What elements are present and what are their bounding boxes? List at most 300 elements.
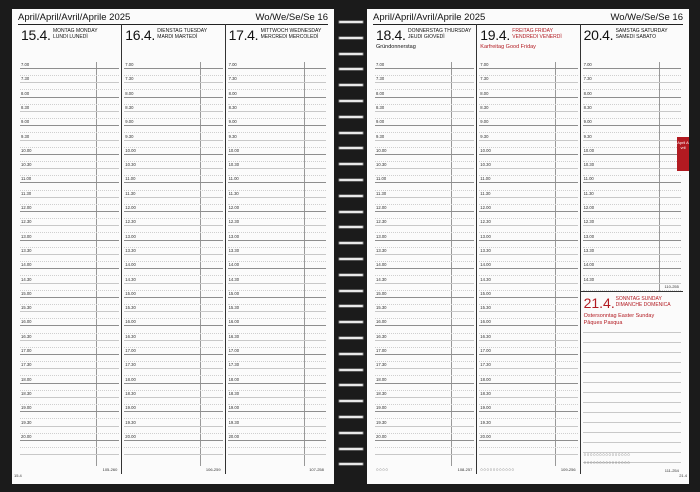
time-rule xyxy=(20,111,119,112)
time-label: 11.00 xyxy=(583,176,594,182)
spiral-ring xyxy=(338,67,364,71)
time-label: 8.30 xyxy=(376,104,385,110)
time-rule xyxy=(228,297,326,298)
time-label: 19.00 xyxy=(228,405,240,411)
quarter-rule xyxy=(375,232,474,233)
quarter-rule xyxy=(583,218,681,219)
quarter-rule xyxy=(375,204,474,205)
spiral-ring xyxy=(338,462,364,466)
quarter-rule xyxy=(375,361,474,362)
time-rule xyxy=(124,340,222,341)
week-dots: ○○○○○○○○○○○ xyxy=(480,467,515,472)
quarter-rule xyxy=(124,175,222,176)
time-rule xyxy=(375,340,474,341)
time-rule xyxy=(375,197,474,198)
time-label: 8.30 xyxy=(125,104,134,110)
spiral-ring xyxy=(338,352,364,356)
time-rule xyxy=(124,154,222,155)
day-number: 18.4. xyxy=(376,27,406,43)
time-rule xyxy=(479,225,577,226)
day-name-line: LUNDI LUNEDÌ xyxy=(53,34,88,40)
quarter-rule xyxy=(479,132,577,133)
time-rule xyxy=(479,426,577,427)
time-label: 14.00 xyxy=(376,262,387,268)
quarter-rule xyxy=(124,218,222,219)
quarter-rule xyxy=(228,218,326,219)
time-label: 16.00 xyxy=(21,319,32,325)
quarter-rule xyxy=(228,232,326,233)
time-label: 10.00 xyxy=(583,147,595,153)
time-rule xyxy=(20,411,119,412)
spiral-ring xyxy=(338,257,364,261)
time-label: 15.30 xyxy=(125,305,136,311)
quarter-rule xyxy=(479,175,577,176)
time-label: 12.00 xyxy=(480,205,491,210)
day-count: 109-256 xyxy=(560,467,576,472)
quarter-rule xyxy=(479,375,577,376)
day-name-line: SONNTAG SUNDAY xyxy=(615,296,662,302)
quarter-rule xyxy=(124,390,222,391)
time-label: 11.30 xyxy=(376,190,387,196)
quarter-rule xyxy=(479,290,577,291)
time-label: 13.00 xyxy=(125,233,136,239)
time-label: 13.30 xyxy=(376,247,387,253)
note-rule xyxy=(583,372,681,373)
column-divider xyxy=(200,62,201,466)
time-rule xyxy=(375,283,474,284)
time-rule xyxy=(124,354,222,355)
quarter-rule xyxy=(479,318,577,319)
time-rule xyxy=(583,140,681,141)
quarter-rule xyxy=(583,232,681,233)
note-rule xyxy=(583,382,681,383)
quarter-rule xyxy=(228,204,326,205)
time-rule xyxy=(124,297,222,298)
time-label: 16.30 xyxy=(125,333,136,339)
time-rule xyxy=(228,154,326,155)
quarter-rule xyxy=(228,132,326,133)
day-name xyxy=(53,28,98,40)
day-column[interactable] xyxy=(373,24,476,474)
quarter-rule xyxy=(479,89,577,90)
time-label: 16.00 xyxy=(376,319,387,325)
day-column[interactable] xyxy=(225,24,328,474)
time-label: 7.00 xyxy=(125,62,134,67)
time-label: 11.00 xyxy=(480,176,491,182)
day-column[interactable] xyxy=(18,24,121,474)
time-rule xyxy=(124,426,222,427)
quarter-rule xyxy=(20,290,119,291)
time-label: 17.30 xyxy=(480,362,491,368)
time-label: 13.30 xyxy=(125,247,136,253)
time-label: 18.00 xyxy=(228,376,240,382)
time-rule xyxy=(20,368,119,369)
time-label: 8.30 xyxy=(583,104,592,110)
note-rule xyxy=(583,342,681,343)
time-label: 14.30 xyxy=(480,276,491,282)
day-header xyxy=(226,24,328,62)
day-column[interactable] xyxy=(121,24,224,474)
time-label: 9.30 xyxy=(125,133,134,139)
spiral-ring xyxy=(338,36,364,40)
quarter-rule xyxy=(124,75,222,76)
time-rule xyxy=(375,325,474,326)
spiral-ring xyxy=(338,194,364,198)
time-label: 18.00 xyxy=(480,376,491,382)
time-label: 18.00 xyxy=(125,376,136,382)
time-rule xyxy=(479,240,577,241)
quarter-rule xyxy=(479,275,577,276)
quarter-rule xyxy=(228,404,326,405)
time-rule xyxy=(583,225,681,226)
time-rule xyxy=(479,111,577,112)
time-rule xyxy=(20,283,119,284)
time-label: 10.30 xyxy=(125,162,136,168)
quarter-rule xyxy=(228,161,326,162)
quarter-rule xyxy=(20,318,119,319)
quarter-rule xyxy=(479,104,577,105)
time-label: 20.00 xyxy=(228,433,240,439)
day-header xyxy=(122,24,224,62)
time-label: 16.00 xyxy=(228,319,240,325)
spiral-ring xyxy=(338,146,364,150)
quarter-rule xyxy=(375,118,474,119)
month-title: April/April/Avril/Aprile 2025 xyxy=(373,12,486,23)
quarter-rule xyxy=(124,118,222,119)
quarter-rule xyxy=(20,390,119,391)
time-label: 18.30 xyxy=(21,390,32,396)
time-label: 12.30 xyxy=(583,219,595,225)
quarter-rule xyxy=(20,132,119,133)
time-label: 10.30 xyxy=(376,162,387,168)
day-name xyxy=(616,28,668,40)
spiral-ring xyxy=(338,383,364,387)
spiral-ring xyxy=(338,131,364,135)
time-label: 11.00 xyxy=(125,176,136,182)
quarter-rule xyxy=(20,404,119,405)
time-label: 18.00 xyxy=(21,376,32,382)
quarter-rule xyxy=(20,347,119,348)
time-label: 12.00 xyxy=(125,205,136,210)
time-rule xyxy=(124,311,222,312)
quarter-rule xyxy=(124,418,222,419)
time-rule xyxy=(228,354,326,355)
quarter-rule xyxy=(228,89,326,90)
quarter-rule xyxy=(20,104,119,105)
time-label: 13.00 xyxy=(583,233,595,239)
time-rule xyxy=(228,182,326,183)
time-rule xyxy=(20,426,119,427)
quarter-rule xyxy=(228,175,326,176)
time-rule xyxy=(479,168,577,169)
time-label: 10.00 xyxy=(125,147,136,153)
week-dots: ○○○○ xyxy=(376,467,389,472)
time-label: 13.00 xyxy=(21,233,32,239)
quarter-rule xyxy=(479,347,577,348)
note-rule xyxy=(20,454,119,455)
quarter-rule xyxy=(479,418,577,419)
time-rule xyxy=(375,168,474,169)
holiday-name: Pâques Pasqua xyxy=(583,320,623,326)
time-label: 15.30 xyxy=(376,305,387,311)
time-label: 15.00 xyxy=(376,290,387,296)
quarter-rule xyxy=(375,375,474,376)
quarter-rule xyxy=(375,75,474,76)
sunday-box[interactable] xyxy=(581,291,683,474)
day-header xyxy=(373,24,476,62)
day-name-line: FREITAG FRIDAY xyxy=(512,28,553,34)
quarter-rule xyxy=(479,161,577,162)
quarter-rule xyxy=(583,190,681,191)
note-rule xyxy=(583,392,681,393)
time-label: 8.30 xyxy=(480,104,489,110)
time-rule xyxy=(375,111,474,112)
time-rule xyxy=(228,383,326,384)
time-rule xyxy=(228,111,326,112)
time-label: 13.00 xyxy=(480,233,491,239)
time-rule xyxy=(375,254,474,255)
quarter-rule xyxy=(375,247,474,248)
time-rule xyxy=(20,154,119,155)
time-label: 9.00 xyxy=(583,119,592,125)
time-label: 14.30 xyxy=(228,276,240,282)
time-rule xyxy=(124,411,222,412)
time-label: 11.30 xyxy=(228,190,239,196)
time-label: 19.30 xyxy=(376,419,387,425)
quarter-rule xyxy=(20,304,119,305)
note-rule xyxy=(583,332,681,333)
quarter-rule xyxy=(583,104,681,105)
quarter-rule xyxy=(124,375,222,376)
time-rule xyxy=(228,211,326,212)
time-rule xyxy=(375,440,474,441)
page-header xyxy=(18,12,328,24)
time-rule xyxy=(479,311,577,312)
time-label: 15.30 xyxy=(228,305,240,311)
day-name-line: MITTWOCH WEDNESDAY xyxy=(260,28,322,34)
day-column[interactable] xyxy=(476,24,579,474)
time-rule xyxy=(375,225,474,226)
quarter-rule xyxy=(20,275,119,276)
time-label: 9.00 xyxy=(21,119,30,125)
time-rule xyxy=(583,68,681,69)
time-label: 14.30 xyxy=(583,276,595,282)
day-name-line: MERCREDI MERCOLEDÌ xyxy=(260,34,319,40)
time-rule xyxy=(228,254,326,255)
note-rule xyxy=(583,352,681,353)
month-tab[interactable]: April Avril xyxy=(677,137,689,171)
time-label: 9.00 xyxy=(125,119,134,125)
day-name xyxy=(408,28,471,40)
time-label: 11.00 xyxy=(376,176,387,182)
note-rule xyxy=(583,422,681,423)
quarter-rule xyxy=(20,418,119,419)
time-rule xyxy=(375,426,474,427)
quarter-rule xyxy=(479,304,577,305)
time-label: 18.30 xyxy=(376,390,387,396)
day-count: 106-259 xyxy=(205,467,221,472)
spiral-ring xyxy=(338,447,364,451)
column-divider xyxy=(451,62,452,466)
time-rule xyxy=(228,197,326,198)
note-rule xyxy=(228,454,326,455)
note-rule xyxy=(583,402,681,403)
time-rule xyxy=(124,182,222,183)
time-label: 15.30 xyxy=(21,305,32,311)
quarter-rule xyxy=(124,304,222,305)
time-label: 17.30 xyxy=(21,362,32,368)
time-label: 12.00 xyxy=(376,205,387,210)
time-rule xyxy=(228,168,326,169)
time-rule xyxy=(375,125,474,126)
time-rule xyxy=(20,68,119,69)
time-label: 20.00 xyxy=(125,433,136,439)
quarter-rule xyxy=(583,275,681,276)
time-rule xyxy=(228,340,326,341)
month-title: April/April/Avril/Aprile 2025 xyxy=(18,12,131,23)
quarter-rule xyxy=(124,290,222,291)
time-rule xyxy=(124,368,222,369)
time-rule xyxy=(20,97,119,98)
time-label: 11.00 xyxy=(21,176,32,182)
quarter-rule xyxy=(375,89,474,90)
right-page xyxy=(367,9,689,484)
time-rule xyxy=(124,111,222,112)
time-label: 19.00 xyxy=(125,405,136,411)
time-label: 19.30 xyxy=(125,419,136,425)
time-rule xyxy=(479,283,577,284)
spiral-ring xyxy=(338,289,364,293)
time-label: 18.30 xyxy=(228,390,240,396)
time-label: 13.00 xyxy=(228,233,240,239)
time-label: 15.30 xyxy=(480,305,491,311)
column-divider xyxy=(555,62,556,466)
quarter-rule xyxy=(375,218,474,219)
time-label: 11.30 xyxy=(125,190,136,196)
quarter-rule xyxy=(375,132,474,133)
time-rule xyxy=(124,168,222,169)
time-rule xyxy=(124,225,222,226)
time-rule xyxy=(479,440,577,441)
spiral-ring xyxy=(338,83,364,87)
note-rule xyxy=(583,412,681,413)
time-label: 14.00 xyxy=(583,262,595,268)
time-rule xyxy=(228,440,326,441)
day-name-line: DIMANCHE DOMENICA xyxy=(615,302,671,308)
time-rule xyxy=(583,154,681,155)
quarter-rule xyxy=(583,147,681,148)
time-rule xyxy=(479,68,577,69)
day-count: 108-257 xyxy=(457,467,473,472)
quarter-rule xyxy=(583,132,681,133)
day-count: 111-254 xyxy=(664,468,679,473)
time-label: 7.00 xyxy=(583,62,592,67)
quarter-rule xyxy=(124,147,222,148)
quarter-rule xyxy=(228,290,326,291)
day-name-line: JEUDI GIOVEDÌ xyxy=(408,34,445,40)
day-name-line: DIENSTAG TUESDAY xyxy=(157,28,208,34)
day-column[interactable] xyxy=(580,24,683,474)
time-label: 14.00 xyxy=(125,262,136,268)
time-rule xyxy=(479,140,577,141)
time-rule xyxy=(20,268,119,269)
time-rule xyxy=(375,354,474,355)
day-number: 16.4. xyxy=(125,27,155,43)
day-header xyxy=(581,24,683,62)
day-name-line: SAMSTAG SATURDAY xyxy=(615,28,668,34)
time-rule xyxy=(20,182,119,183)
spiral-ring xyxy=(338,399,364,403)
time-rule xyxy=(583,168,681,169)
time-label: 12.00 xyxy=(583,205,595,210)
time-label: 16.30 xyxy=(228,333,240,339)
time-rule xyxy=(228,426,326,427)
time-rule xyxy=(583,268,681,269)
time-label: 9.00 xyxy=(376,119,385,125)
quarter-rule xyxy=(228,261,326,262)
time-label: 17.00 xyxy=(125,348,136,353)
time-label: 13.30 xyxy=(480,247,491,253)
time-label: 7.00 xyxy=(228,62,237,67)
quarter-rule xyxy=(375,404,474,405)
time-label: 17.30 xyxy=(376,362,387,368)
time-rule xyxy=(583,125,681,126)
quarter-rule xyxy=(228,447,326,448)
quarter-rule xyxy=(375,104,474,105)
time-rule xyxy=(20,225,119,226)
day-header xyxy=(477,24,579,62)
quarter-rule xyxy=(124,190,222,191)
time-rule xyxy=(124,325,222,326)
quarter-rule xyxy=(20,375,119,376)
quarter-rule xyxy=(375,190,474,191)
time-label: 7.00 xyxy=(480,62,489,67)
time-rule xyxy=(479,411,577,412)
quarter-rule xyxy=(20,147,119,148)
time-label: 17.00 xyxy=(376,348,387,353)
quarter-rule xyxy=(20,232,119,233)
spiral-ring xyxy=(338,162,364,166)
quarter-rule xyxy=(228,318,326,319)
time-rule xyxy=(228,125,326,126)
spiral-ring xyxy=(338,368,364,372)
time-rule xyxy=(375,268,474,269)
day-name-line: DONNERSTAG THURSDAY xyxy=(408,28,472,34)
time-label: 14.00 xyxy=(21,262,32,268)
time-rule xyxy=(20,211,119,212)
day-number: 19.4. xyxy=(480,27,510,43)
quarter-rule xyxy=(124,333,222,334)
quarter-rule xyxy=(20,204,119,205)
time-rule xyxy=(124,240,222,241)
time-rule xyxy=(479,368,577,369)
time-label: 12.30 xyxy=(21,219,32,225)
time-rule xyxy=(479,97,577,98)
time-label: 19.30 xyxy=(21,419,32,425)
quarter-rule xyxy=(375,147,474,148)
note-rule xyxy=(583,432,681,433)
quarter-rule xyxy=(124,89,222,90)
time-label: 17.00 xyxy=(21,348,32,353)
time-label: 16.30 xyxy=(480,333,491,339)
quarter-rule xyxy=(228,75,326,76)
time-label: 9.30 xyxy=(583,133,592,139)
time-label: 11.30 xyxy=(583,190,594,196)
time-rule xyxy=(228,68,326,69)
note-rule xyxy=(124,454,222,455)
quarter-rule xyxy=(20,175,119,176)
time-label: 10.00 xyxy=(21,147,32,153)
